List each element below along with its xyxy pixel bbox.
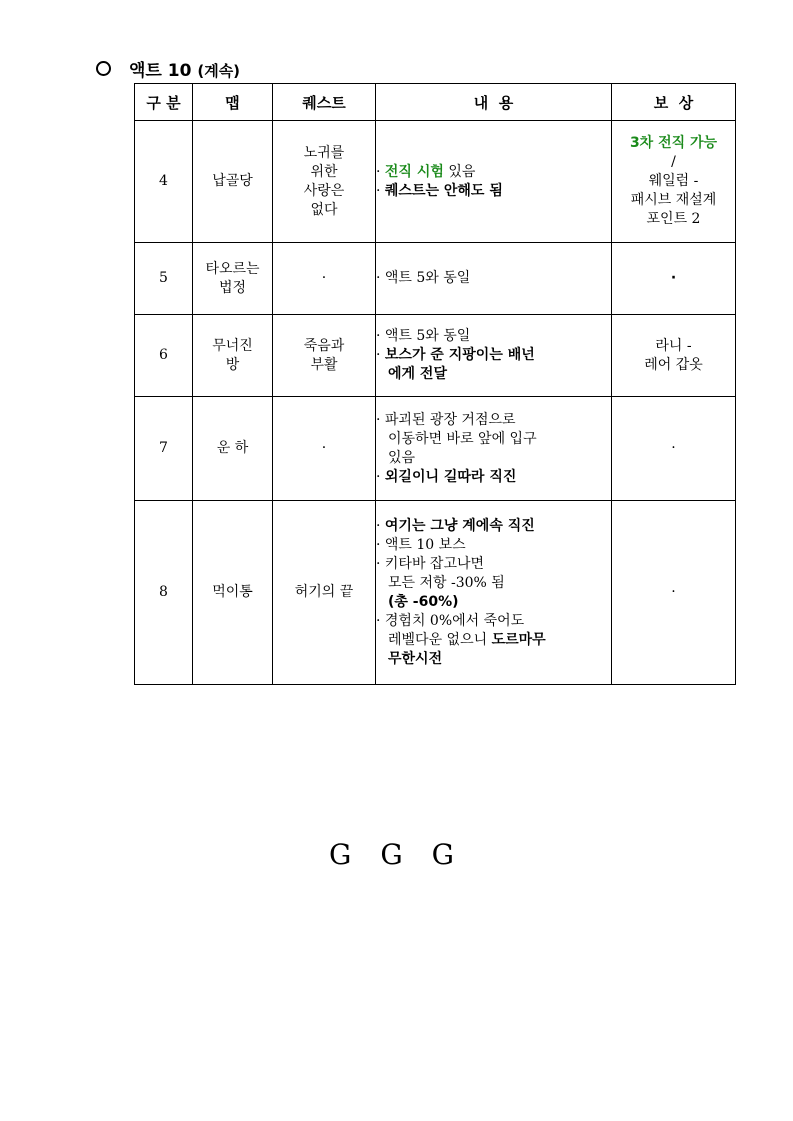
content-text: 모든 저항 -30% 됨 [388, 574, 505, 591]
content-line [376, 536, 611, 555]
content-text: · 액트 10 보스 [376, 536, 466, 553]
quest-name [273, 121, 376, 243]
quest-name [273, 315, 376, 397]
quest-line: 없다 [310, 201, 338, 218]
footer-signature: G G G [329, 838, 464, 871]
quest-line: · [321, 440, 327, 456]
content-cell [376, 121, 612, 243]
row-number: 5 [135, 243, 193, 315]
map-line: 법정 [218, 279, 247, 296]
content-text: 있음 [443, 163, 476, 180]
content-line [376, 327, 611, 346]
map-name [193, 501, 273, 685]
heading-title [129, 56, 240, 81]
content-text: · 경험치 0%에서 죽어도 [376, 612, 525, 629]
content-line [376, 365, 611, 384]
map-line: 먹이통 [212, 584, 253, 600]
reward-line: · [671, 440, 676, 456]
table-row [135, 121, 736, 243]
content-line [376, 612, 611, 631]
map-name: 납골당 [193, 121, 273, 243]
quest-line: · [321, 270, 327, 286]
header-quest: 퀘스트 [273, 84, 376, 121]
table-row [135, 315, 736, 397]
map-line: 무너진 [212, 337, 253, 354]
header-content: 내 용 [376, 84, 612, 121]
content-line [376, 631, 611, 650]
content-line [376, 269, 611, 288]
map-line: 방 [225, 356, 240, 373]
content-text: · [376, 182, 385, 199]
row-number: 4 [135, 121, 193, 243]
heading-prefix: 액트 10 [129, 60, 192, 81]
content-text: 이동하면 바로 앞에 입구 [388, 430, 537, 447]
reward-cell [612, 501, 736, 685]
content-text: · [376, 163, 385, 180]
content-emphasis: 여기는 그냥 계에속 직진 [384, 517, 535, 534]
map-name [193, 397, 273, 501]
header-category: 구 분 [135, 84, 193, 121]
content-cell [376, 315, 612, 397]
heading-suffix: (계속) [197, 61, 241, 80]
reward-cell [612, 397, 736, 501]
content-emphasis: (총 -60%) [388, 593, 459, 610]
header-map: 맵 [193, 84, 273, 121]
quest-line: 죽음과 [303, 337, 345, 354]
reward-line: 웨일럼 - [648, 173, 699, 189]
content-line [376, 163, 611, 182]
reward-cell [612, 315, 736, 397]
content-line [376, 555, 611, 574]
map-line: 운 하 [216, 440, 249, 456]
reward-line: · [671, 584, 676, 600]
content-emphasis: 퀘스트는 안해도 됨 [384, 182, 503, 199]
content-cell [376, 243, 612, 315]
content-line [376, 411, 611, 430]
row-number: 7 [135, 397, 193, 501]
content-line [376, 468, 611, 487]
reward-line: 레어 갑옷 [644, 356, 703, 373]
quest-name [273, 243, 376, 315]
reward-line: · [670, 270, 677, 286]
table-row [135, 243, 736, 315]
content-line [376, 650, 611, 669]
map-name [193, 243, 273, 315]
content-line [376, 182, 611, 201]
content-text: 레벨다운 없으니 [388, 631, 492, 648]
content-emphasis: 무한시전 [388, 650, 443, 667]
quest-line: 사랑은 [303, 182, 345, 199]
quest-line: 허기의 끝 [294, 584, 354, 600]
content-emphasis: 에게 전달 [388, 366, 447, 382]
content-text: · [376, 347, 385, 363]
content-emphasis: 전직 시험 [384, 163, 444, 180]
content-line [376, 430, 611, 449]
content-text: · 키타바 잡고나면 [376, 555, 485, 572]
content-text: · [376, 517, 385, 534]
reward-line: 3차 전직 가능 [629, 135, 718, 151]
quest-name [273, 501, 376, 685]
content-cell [376, 397, 612, 501]
reward-line: / [671, 154, 676, 170]
map-line: 타오르는 [205, 260, 260, 277]
content-line [376, 574, 611, 593]
quest-line: 노귀를 [303, 144, 345, 161]
content-line [376, 346, 611, 365]
content-text: · 파괴된 광장 거점으로 [376, 411, 516, 428]
reward-cell [612, 121, 736, 243]
content-text: · [376, 468, 385, 485]
content-line [376, 593, 611, 612]
table-row [135, 397, 736, 501]
map-name [193, 315, 273, 397]
reward-line: 라니 - [655, 337, 692, 354]
reward-line: 포인트 2 [646, 211, 701, 227]
ring-bullet-icon [96, 61, 111, 76]
content-text: 있음 [388, 449, 416, 466]
content-emphasis: 외길이니 길따라 직진 [384, 468, 517, 485]
row-number: 6 [135, 315, 193, 397]
reward-cell [612, 243, 736, 315]
content-text: · 액트 5와 동일 [376, 270, 471, 286]
reward-line: 패시브 재설계 [630, 192, 717, 208]
header-reward: 보 상 [612, 84, 736, 121]
quest-line: 부활 [310, 356, 338, 373]
content-text: · 액트 5와 동일 [376, 328, 471, 344]
content-line [376, 517, 611, 536]
header-row [135, 84, 736, 121]
content-emphasis: 도르마무 [491, 631, 546, 648]
quest-name [273, 397, 376, 501]
content-cell [376, 501, 612, 685]
row-number: 8 [135, 501, 193, 685]
content-emphasis: 보스가 준 지팡이는 배넌 [384, 347, 535, 363]
quest-table [134, 83, 736, 685]
quest-line: 위한 [310, 163, 338, 180]
section-heading [96, 56, 240, 80]
content-line [376, 449, 611, 468]
table-row [135, 501, 736, 685]
